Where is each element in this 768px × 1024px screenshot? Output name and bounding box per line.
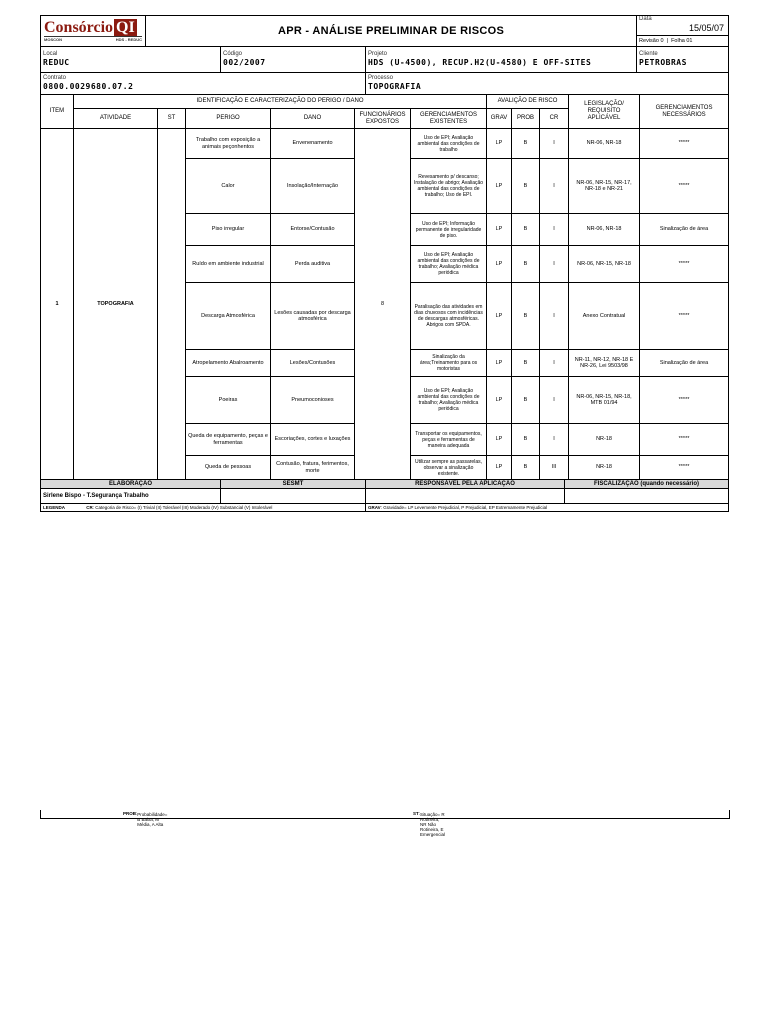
risk-category-cell: I	[540, 159, 569, 214]
legend-grav-text: Gravidade= LP Levemente Prejudicial, P Prejudicial, EP Extremamente Prejudicial	[383, 504, 548, 510]
probability-cell: B	[512, 159, 540, 214]
existing-controls-cell: Uso de EPI; Avaliação ambiental das condições de trabalho; Avaliação médica periódica	[411, 246, 487, 283]
date-value: 15/05/07	[689, 23, 725, 33]
damage-cell: Perda auditiva	[271, 246, 355, 283]
col-cr: CR	[540, 109, 569, 129]
col-grav: GRAV	[487, 109, 512, 129]
legend-prob: PROB: Probabilidade= B Baixa, M Média, A Alta	[123, 811, 168, 827]
legend-footer	[40, 810, 730, 837]
page-label: Folha	[671, 38, 685, 44]
elaboracao-label: ELABORAÇÃO	[41, 480, 221, 489]
contrato-field	[41, 73, 366, 95]
hazard-cell: Ruído em ambiente industrial	[186, 246, 271, 283]
processo-value: TOPOGRAFIA	[368, 82, 422, 91]
col-prob: PROB	[512, 109, 540, 129]
revision-value: 0	[660, 38, 664, 44]
exposed-workers: 8	[355, 129, 411, 480]
required-controls-cell: *****	[640, 424, 729, 456]
required-controls-cell: Sinalização de área	[640, 350, 729, 377]
col-st: ST	[158, 109, 186, 129]
company-logo	[41, 16, 146, 47]
risk-row	[41, 129, 729, 159]
responsavel-value	[366, 489, 565, 504]
severity-cell: LP	[487, 283, 512, 350]
required-controls-cell: Sinalização de área	[640, 214, 729, 246]
col-dano: DANO	[271, 109, 355, 129]
legislation-cell: NR-11, NR-12, NR-18 E NR-26, Lei 9503/98	[569, 350, 640, 377]
fiscalizacao-label: FISCALIZAÇÃO (quando necessário)	[565, 480, 729, 489]
local-value: REDUC	[43, 58, 70, 67]
hazard-cell: Descarga Atmosférica	[186, 283, 271, 350]
required-controls-cell: *****	[640, 246, 729, 283]
required-controls-cell: *****	[640, 129, 729, 159]
hazard-cell: Calor	[186, 159, 271, 214]
col-legislacao: LEGISLAÇÃO/ REQUISITO APLICÁVEL	[569, 95, 640, 129]
damage-cell: Envenenamento	[271, 129, 355, 159]
contrato-value: 0800.0029680.07.2	[43, 82, 134, 91]
projeto-label: Projeto	[368, 51, 388, 57]
severity-cell: LP	[487, 159, 512, 214]
col-identificacao: IDENTIFICAÇÃO E CARACTERIZAÇÃO DO PERIGO / DANO	[74, 95, 487, 109]
hazard-cell: Queda de equipamento, peças e ferramentas	[186, 424, 271, 456]
severity-cell: LP	[487, 350, 512, 377]
cliente-value: PETROBRAS	[639, 58, 687, 67]
hazard-cell: Piso irregular	[186, 214, 271, 246]
legend-label: LEGENDA	[43, 504, 66, 510]
legislation-cell: NR-06, NR-18	[569, 214, 640, 246]
logo-sub-right: HDS - REDUC	[115, 37, 142, 42]
cliente-field	[637, 47, 729, 73]
probability-cell: B	[512, 377, 540, 424]
elaboracao-value: Sirlene Bispo - T.Segurança Trabalho	[41, 489, 221, 504]
legend-st-key: ST	[413, 811, 419, 816]
severity-cell: LP	[487, 377, 512, 424]
required-controls-cell: *****	[640, 377, 729, 424]
hazard-cell: Atropelamento Abalroamento	[186, 350, 271, 377]
existing-controls-cell: Uso de EPI; Informação permanente de irregularidade de piso.	[411, 214, 487, 246]
probability-cell: B	[512, 283, 540, 350]
probability-cell: B	[512, 456, 540, 480]
risk-category-cell: I	[540, 424, 569, 456]
existing-controls-cell: Uso de EPI; Avaliação ambiental das condições de trabalho; Avaliação médica periódica	[411, 377, 487, 424]
risk-category-cell: I	[540, 377, 569, 424]
hazard-cell: Queda de pessoas	[186, 456, 271, 480]
legislation-cell: NR-18	[569, 456, 640, 480]
damage-cell: Lesões/Contusões	[271, 350, 355, 377]
severity-cell: LP	[487, 424, 512, 456]
processo-field	[366, 73, 729, 95]
damage-cell: Pneumoconioses	[271, 377, 355, 424]
risk-table	[40, 94, 729, 480]
col-perigo: PERIGO	[186, 109, 271, 129]
risk-rows	[41, 129, 729, 480]
local-label: Local	[43, 51, 58, 57]
date-revision-box: Data 15/05/07 Revisão 0 | Folha 01	[637, 16, 729, 47]
logo-name: Consórcio	[44, 19, 114, 36]
col-funcionarios: FUNCIONÁRIOS EXPOSTOS	[355, 109, 411, 129]
severity-cell: LP	[487, 214, 512, 246]
existing-controls-cell: Paralisação das atividades em dias chuvosos com incidências de descargas atmosféricas. Abrigos com SPDA.	[411, 283, 487, 350]
legislation-cell: Anexo Contratual	[569, 283, 640, 350]
required-controls-cell: *****	[640, 283, 729, 350]
legislation-cell: NR-06, NR-15, NR-18	[569, 246, 640, 283]
header-table	[40, 15, 729, 95]
probability-cell: B	[512, 424, 540, 456]
apr-sheet	[40, 15, 728, 512]
severity-cell: LP	[487, 456, 512, 480]
item-number: 1	[41, 129, 74, 480]
projeto-field	[366, 47, 637, 73]
legislation-cell: NR-06, NR-15, NR-18, MTB 01/94	[569, 377, 640, 424]
risk-category-cell: III	[540, 456, 569, 480]
legend-prob-text: Probabilidade= B Baixa, M Média, A Alta	[137, 812, 168, 827]
legend-prob-key: PROB	[123, 811, 137, 816]
damage-cell: Contusão, fratura, ferimentos, morte	[271, 456, 355, 480]
damage-cell: Lesões causadas por descarga atmosférica	[271, 283, 355, 350]
responsavel-label: RESPONSÁVEL PELA APLICAÇÃO	[366, 480, 565, 489]
contrato-label: Contrato	[43, 75, 67, 81]
logo-sub-left: MOSCON	[44, 37, 62, 42]
situation-cell	[158, 129, 186, 480]
sesmt-label: SESMT	[221, 480, 366, 489]
required-controls-cell: *****	[640, 456, 729, 480]
probability-cell: B	[512, 129, 540, 159]
legislation-cell: NR-06, NR-18	[569, 129, 640, 159]
legend-grav: GRAV: Gravidade= LP Levemente Prejudicial, P Prejudicial, EP Extremamente Prejudicial	[366, 504, 729, 512]
processo-label: Processo	[368, 75, 394, 81]
damage-cell: Entorse/Contusão	[271, 214, 355, 246]
col-item: ITEM	[41, 95, 74, 129]
legend-cr-text: Categoria de Risco= (I) Trivial (II) Tolerável (III) Moderado (IV) Substancial (V) Intolerável	[95, 504, 273, 510]
legend-st: ST: Situação= R Rotineira, NR Não Rotineira, E Emergencial	[413, 811, 446, 837]
probability-cell: B	[512, 214, 540, 246]
col-gerenciamentos-necessarios: GERENCIAMENTOS NECESSÁRIOS	[640, 95, 729, 129]
signature-table	[40, 479, 729, 512]
sesmt-value	[221, 489, 366, 504]
legislation-cell: NR-06, NR-15, NR-17, NR-18 e NR-21	[569, 159, 640, 214]
damage-cell: Insolação/Internação	[271, 159, 355, 214]
date-label: Data	[639, 16, 652, 22]
local-field	[41, 47, 221, 73]
projeto-value: HDS (U-4500), RECUP.H2(U-4580) E OFF-SITES	[368, 58, 592, 67]
hazard-cell: Poeiras	[186, 377, 271, 424]
codigo-field	[221, 47, 366, 73]
fiscalizacao-value	[565, 489, 729, 504]
risk-category-cell: I	[540, 214, 569, 246]
col-gerenciamentos-existentes: GERENCIAMENTOS EXISTENTES	[411, 109, 487, 129]
existing-controls-cell: Utilizar sempre as passarelas, observar a sinalização existente.	[411, 456, 487, 480]
damage-cell: Escoriações, cortes e luxações	[271, 424, 355, 456]
severity-cell: LP	[487, 129, 512, 159]
legend-st-text: Situação= R Rotineira, NR Não Rotineira, E Emergencial	[420, 812, 446, 837]
risk-category-cell: I	[540, 283, 569, 350]
existing-controls-cell: Transportar os equipamentos, peças e ferramentas de maneira adequada	[411, 424, 487, 456]
legislation-cell: NR-18	[569, 424, 640, 456]
existing-controls-cell: Uso de EPI; Avaliação ambiental das condições de trabalho	[411, 129, 487, 159]
hazard-cell: Trabalho com exposição a animais peçonhentos	[186, 129, 271, 159]
required-controls-cell: *****	[640, 159, 729, 214]
legend-cr: LEGENDA CR: Categoria de Risco= (I) Trivial (II) Tolerável (III) Moderado (IV) Substancial (V) Intolerável	[41, 504, 366, 512]
legend-grav-key: GRAV	[368, 504, 381, 510]
existing-controls-cell: Revesamento p/ descanso; Instalação de abrigo; Avaliação ambiental das condições de trabalho; Uso de EPI.	[411, 159, 487, 214]
revision-label: Revisão	[639, 38, 659, 44]
document-title: APR - ANÁLISE PRELIMINAR DE RISCOS	[146, 16, 637, 47]
severity-cell: LP	[487, 246, 512, 283]
col-atividade: ATIVIDADE	[74, 109, 158, 129]
probability-cell: B	[512, 350, 540, 377]
risk-category-cell: I	[540, 246, 569, 283]
activity-name: TOPOGRAFIA	[74, 129, 158, 480]
page-value: 01	[686, 38, 693, 44]
logo-mark: QI	[116, 19, 135, 36]
legend-cr-key: CR	[86, 504, 93, 510]
risk-category-cell: I	[540, 350, 569, 377]
cliente-label: Cliente	[639, 51, 658, 57]
risk-category-cell: I	[540, 129, 569, 159]
codigo-value: 002/2007	[223, 58, 266, 67]
col-avaliacao: AVALIÇÃO DE RISCO	[487, 95, 569, 109]
existing-controls-cell: Sinalização da área;Treinamento para os motoristas	[411, 350, 487, 377]
probability-cell: B	[512, 246, 540, 283]
codigo-label: Código	[223, 51, 243, 57]
